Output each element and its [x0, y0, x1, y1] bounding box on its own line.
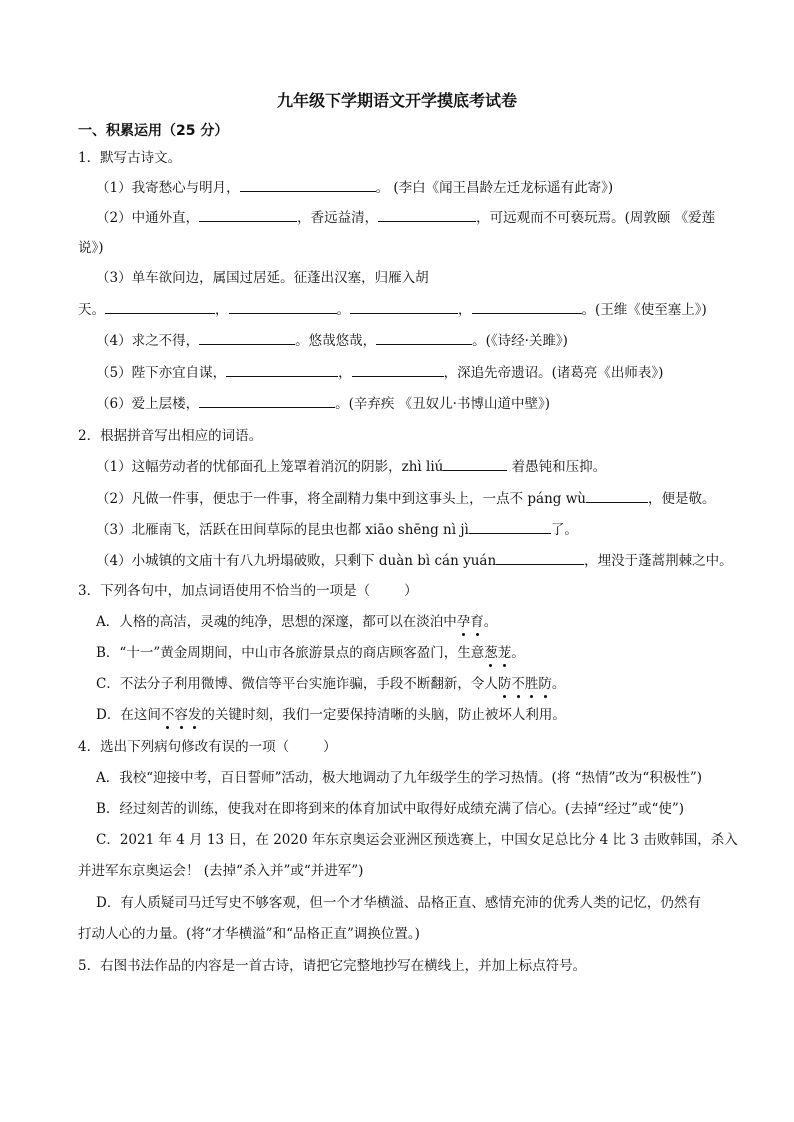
text: （6）爱上层楼，	[96, 396, 200, 412]
q3-option-c	[96, 674, 565, 694]
answer-blank[interactable]	[240, 177, 376, 192]
text: 。(《诗经·关雎》)	[472, 333, 568, 349]
q4-option-d-cont: 打动人心的力量。(将“才华横溢”和“品格正直”调换位置。)	[78, 926, 420, 942]
answer-blank[interactable]	[105, 299, 215, 314]
q4-option-b: B．经过刻苦的训练，使我对在即将到来的体育加试中取得好成绩充满了信心。(去掉“经过”或“使”)	[96, 801, 685, 817]
q1-item-1	[96, 177, 613, 198]
question-1-stem: 1．默写古诗文。	[78, 150, 182, 166]
text: 了。	[550, 522, 578, 538]
answer-blank[interactable]	[226, 362, 338, 377]
text: 。	[511, 645, 525, 661]
text: ，便是敬。	[647, 491, 716, 507]
answer-blank[interactable]	[199, 330, 295, 345]
text: （4）求之不得，	[96, 333, 200, 349]
dotted-word: 发	[187, 707, 202, 723]
text: 。悠哉悠哉，	[295, 333, 377, 349]
answer-blank[interactable]	[199, 393, 335, 408]
text: ，埋没于蓬蒿荆棘之中。	[584, 553, 733, 569]
answer-blank[interactable]	[443, 456, 507, 471]
q1-item-3-cont	[78, 299, 707, 320]
text: 。	[336, 302, 350, 318]
answer-blank[interactable]	[352, 362, 444, 377]
q3-option-a	[96, 612, 497, 632]
answer-blank[interactable]	[199, 207, 297, 222]
dotted-word: 不	[511, 676, 525, 692]
q4-option-c-cont: 并进军东京奥运会！ (去掉“杀入并”或“并进军”)	[78, 863, 364, 879]
q1-item-6	[96, 393, 550, 414]
answer-blank[interactable]	[378, 207, 476, 222]
text: ）	[323, 739, 337, 755]
text: （4）小城镇的文庙十有八九坍塌破败，只剩下 duàn bì cán yuán	[96, 553, 497, 569]
dotted-word: 育	[470, 614, 484, 630]
q4-option-d: D．有人质疑司马迁写史不够客观，但一个才华横溢、品格正直、感情充沛的优秀人类的记忆，仍然有	[96, 895, 701, 911]
answer-blank[interactable]	[376, 330, 472, 345]
text: ，	[458, 302, 472, 318]
q1-item-2-cont: 说》)	[78, 240, 104, 256]
q2-item-1	[96, 456, 606, 477]
text: 。	[551, 676, 566, 692]
q3-option-b	[96, 643, 525, 663]
dotted-word: 容	[174, 707, 188, 723]
text: （3）北雁南飞，活跃在田间草际的昆虫也都 xiāo shēng nì jì	[96, 522, 469, 538]
page-title: 九年级下学期语文开学摸底考试卷	[276, 91, 517, 110]
text: （1）这幅劳动者的忧郁面孔上笼罩着消沉的阴影，zhì liú	[96, 459, 444, 475]
dotted-word: 茏	[497, 645, 512, 661]
text: 4．选出下列病句修改有误的一项（	[78, 739, 290, 755]
dotted-word: 不	[160, 707, 175, 723]
q1-item-3: （3）单车欲问边，属国过居延。征蓬出汉塞，归雁入胡	[96, 270, 429, 286]
question-2-stem: 2．根据拼音写出相应的词语。	[78, 428, 263, 444]
answer-blank[interactable]	[229, 299, 337, 314]
question-4-stem	[78, 737, 337, 757]
answer-blank[interactable]	[469, 519, 551, 534]
text: ，	[215, 302, 229, 318]
text: D．在这间	[96, 707, 161, 723]
text: 3．下列各句中，加点词语使用不恰当的一项是（	[78, 583, 371, 599]
dotted-word: 葱	[484, 645, 498, 661]
text: ，香远益清，	[297, 210, 379, 226]
text: （2）凡做一件事，便忠于一件事，将全副精力集中到这事头上，一点不 páng wù	[96, 491, 586, 507]
text: B．“十一”黄金周期间，中山市各旅游景点的商店顾客盈门，生意	[96, 645, 485, 661]
text: 。(辛弃疾 《丑奴儿·书博山道中壁》)	[335, 396, 550, 412]
text: 。	[483, 614, 498, 630]
answer-blank[interactable]	[586, 488, 648, 503]
text: A．人格的高洁，灵魂的纯净，思想的深邃，都可以在淡泊中	[96, 614, 457, 630]
text: ，可远观而不可亵玩焉。(周敦颐 《爱莲	[476, 210, 716, 226]
q1-item-2	[96, 207, 715, 228]
answer-blank[interactable]	[350, 299, 458, 314]
q3-option-d	[96, 705, 566, 725]
q2-item-2	[96, 488, 715, 509]
q2-item-3	[96, 519, 578, 540]
text: （2）中通外直，	[96, 210, 200, 226]
section-heading: 一、积累运用（25 分）	[78, 123, 229, 139]
text: 。 (李白《闻王昌龄左迁龙标遥有此寄》)	[375, 180, 614, 196]
q1-item-4	[96, 330, 568, 351]
dotted-word: 胜	[524, 676, 539, 692]
dotted-word: 防	[538, 676, 552, 692]
dotted-word: 孕	[456, 614, 471, 630]
text: 。(王维《使至塞上》)	[581, 302, 707, 318]
answer-blank[interactable]	[472, 299, 582, 314]
text: ，	[338, 365, 352, 381]
text: 天。	[78, 302, 105, 318]
q1-item-5	[96, 362, 663, 383]
question-3-stem	[78, 581, 418, 601]
q4-option-c: C．2021 年 4 月 13 日，在 2020 年东京奥运会亚洲区预选赛上，中国女足总比分 4 比 3 击败韩国，杀入	[96, 832, 738, 848]
answer-blank[interactable]	[496, 550, 584, 565]
text: C．不法分子利用微博、微信等平台实施诈骗，手段不断翻新，令人	[96, 676, 498, 692]
text: 的关键时刻，我们一定要保持清晰的头脑，防止被坏人利用。	[201, 707, 566, 723]
text: ）	[404, 583, 418, 599]
text: （1）我寄愁心与明月，	[96, 180, 240, 196]
text: ，深追先帝遗诏。(诸葛亮《出师表》)	[443, 365, 664, 381]
text: 着愚钝和压抑。	[507, 459, 607, 475]
q4-option-a: A．我校“迎接中考，百日誓师”活动，极大地调动了九年级学生的学习热情。(将 “热情”改为“积极性”)	[96, 770, 702, 786]
question-5-stem: 5．右图书法作品的内容是一首古诗，请把它完整地抄写在横线上，并加上标点符号。	[78, 958, 587, 974]
q2-item-4	[96, 550, 733, 571]
dotted-word: 防	[497, 676, 512, 692]
text: （5）陛下亦宜自谋，	[96, 365, 227, 381]
